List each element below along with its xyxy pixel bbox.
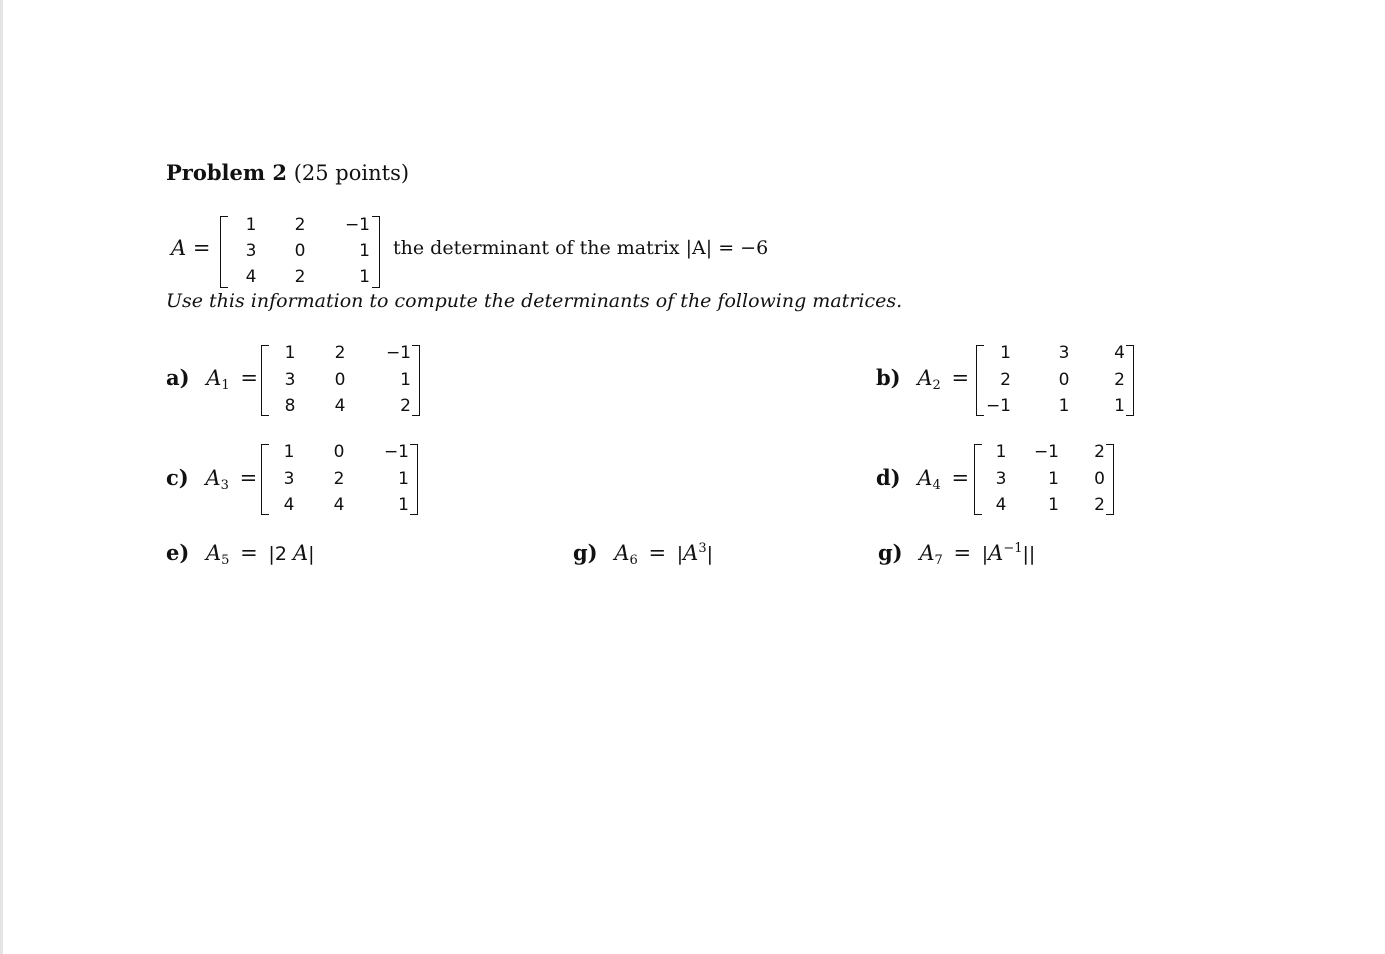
matrix-a4-cell: 3 — [995, 469, 1007, 489]
part-c-label: c) — [166, 465, 189, 490]
matrix-a3-cell: 4 — [283, 495, 295, 515]
part-g2-sub: 7 — [934, 553, 943, 568]
part-d-sub: 4 — [932, 478, 941, 493]
part-g1-eq: = — [648, 541, 667, 565]
part-d — [876, 465, 969, 493]
part-g2-expr-open: | — [981, 543, 989, 565]
part-g2-eq: = — [953, 541, 972, 565]
part-e-label: e) — [166, 540, 190, 565]
part-e-expr-var: A — [292, 541, 309, 565]
matrix-a-right-bracket — [372, 216, 380, 288]
part-c-name: A — [205, 466, 221, 490]
matrix-a3-left-bracket — [261, 444, 269, 515]
part-a-eq: = — [240, 366, 258, 390]
part-d-eq: = — [951, 466, 970, 490]
matrix-a4-cell: 2 — [1094, 495, 1105, 515]
matrix-a1-left-bracket — [261, 345, 269, 416]
matrix-a3-right-bracket — [410, 444, 418, 515]
matrix-a4-cell: 4 — [995, 495, 1007, 515]
part-g2-name: A — [919, 541, 935, 565]
matrix-a3-cell: 1 — [398, 495, 409, 515]
part-b — [876, 365, 969, 393]
part-b-eq: = — [951, 366, 970, 390]
part-g1-expr-open: | — [676, 543, 684, 565]
part-b-sub: 2 — [932, 378, 941, 393]
part-g1-label: g) — [573, 540, 598, 565]
determinant-note: the determinant of the matrix |A| = −6 — [393, 237, 769, 259]
matrix-a-cell: 1 — [359, 267, 370, 287]
part-d-label: d) — [876, 465, 901, 490]
part-d-name: A — [917, 466, 933, 490]
part-e-sub: 5 — [221, 553, 230, 568]
matrix-a3-cell: 0 — [333, 442, 345, 462]
matrix-a-cell: 2 — [294, 215, 306, 235]
part-c-sub: 3 — [220, 478, 229, 493]
matrix-a-cell: 2 — [294, 267, 306, 287]
matrix-a2-cell: 1 — [1000, 343, 1011, 363]
matrix-a4-cell: 1 — [1048, 495, 1059, 515]
problem-points: (25 points) — [293, 161, 410, 185]
part-c-eq: = — [239, 466, 258, 490]
matrix-a3-cell: 3 — [283, 469, 295, 489]
matrix-a-cell: 3 — [245, 241, 257, 261]
matrix-a-lhs: A = — [171, 236, 211, 260]
problem-label: Problem 2 — [166, 160, 288, 185]
matrix-a2-cell: 1 — [1058, 396, 1070, 416]
matrix-a-left-bracket — [220, 216, 228, 288]
matrix-a-cell: 0 — [294, 241, 306, 261]
matrix-a2-cell: 2 — [1114, 370, 1125, 390]
part-g2-label: g) — [878, 540, 903, 565]
matrix-a1-cell: 2 — [400, 396, 411, 416]
matrix-a3-cell: 4 — [333, 495, 345, 515]
part-g-second — [878, 540, 1035, 568]
matrix-a-cell: 4 — [245, 267, 257, 287]
matrix-a4-right-bracket — [1106, 444, 1114, 515]
part-e — [166, 540, 315, 568]
matrix-a3-cell: 2 — [333, 469, 345, 489]
part-g2-expr-var: A — [988, 541, 1004, 565]
matrix-a1-cell: 1 — [400, 370, 411, 390]
part-e-expr-open: |2 — [268, 543, 293, 565]
part-g2-sup: −1 — [1003, 541, 1023, 556]
matrix-a1-cell: −1 — [385, 343, 411, 363]
problem-title — [166, 160, 409, 185]
part-g2-expr-close: || — [1022, 543, 1036, 565]
part-g-first — [573, 540, 713, 568]
part-g1-sup: 3 — [698, 541, 707, 556]
matrix-a4-cell: 1 — [1048, 469, 1059, 489]
page-edge — [0, 0, 3, 954]
part-e-expr-close: | — [308, 543, 315, 565]
part-e-name: A — [205, 541, 222, 565]
part-e-eq: = — [240, 541, 258, 565]
matrix-a1-cell: 8 — [284, 396, 296, 416]
part-a-name: A — [206, 366, 222, 390]
matrix-a2-cell: 1 — [1114, 396, 1125, 416]
matrix-a2-left-bracket — [976, 345, 984, 416]
matrix-a2-cell: 2 — [1000, 370, 1011, 390]
part-b-name: A — [917, 366, 933, 390]
matrix-a-cell: 1 — [245, 215, 257, 235]
matrix-a1-cell: 1 — [284, 343, 296, 363]
matrix-a1-cell: 2 — [334, 343, 346, 363]
matrix-a2-cell: −1 — [985, 396, 1011, 416]
matrix-a4-left-bracket — [974, 444, 982, 515]
matrix-a1-cell: 0 — [334, 370, 346, 390]
part-g1-expr-var: A — [683, 541, 699, 565]
part-g1-expr-close: | — [706, 543, 714, 565]
matrix-a3-cell: −1 — [383, 442, 409, 462]
matrix-a-cell: −1 — [344, 215, 370, 235]
matrix-a1-cell: 4 — [334, 396, 346, 416]
matrix-a4-cell: 2 — [1094, 442, 1105, 462]
instruction-text: Use this information to compute the determinants of the following matrices. — [166, 290, 903, 312]
part-c — [166, 465, 257, 493]
matrix-a2-right-bracket — [1126, 345, 1134, 416]
matrix-a2-cell: 3 — [1058, 343, 1070, 363]
matrix-a3-cell: 1 — [398, 469, 409, 489]
matrix-a4-cell: −1 — [1033, 442, 1059, 462]
matrix-a2-cell: 0 — [1058, 370, 1070, 390]
part-b-label: b) — [876, 365, 901, 390]
part-a — [166, 365, 258, 393]
matrix-a-cell: 1 — [359, 241, 370, 261]
matrix-a3-cell: 1 — [283, 442, 295, 462]
matrix-a1-cell: 3 — [284, 370, 296, 390]
matrix-a4-cell: 1 — [995, 442, 1007, 462]
part-a-sub: 1 — [221, 378, 230, 393]
matrix-a2-cell: 4 — [1114, 343, 1125, 363]
part-g1-sub: 6 — [629, 553, 638, 568]
part-a-label: a) — [166, 365, 190, 390]
part-g1-name: A — [614, 541, 630, 565]
matrix-a1-right-bracket — [412, 345, 420, 416]
matrix-a4-cell: 0 — [1094, 469, 1105, 489]
